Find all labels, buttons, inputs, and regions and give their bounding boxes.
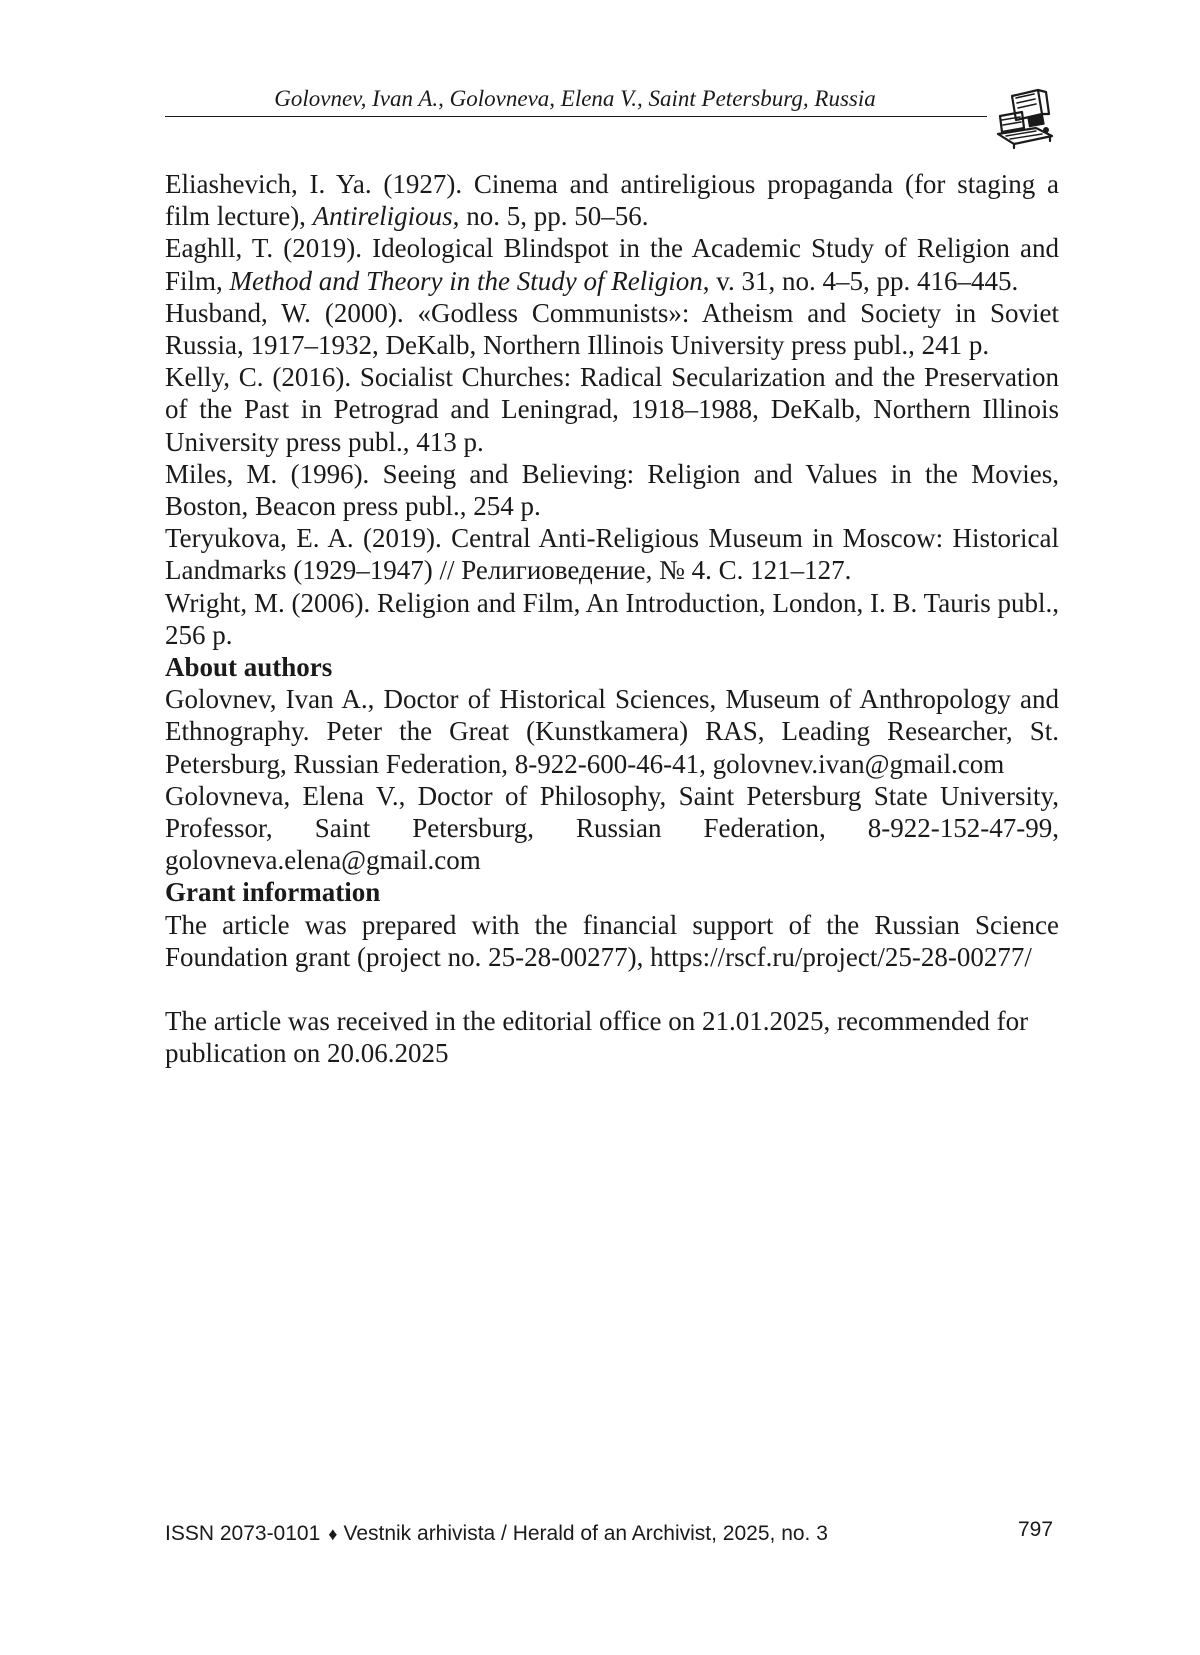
author-info: Golovnev, Ivan A., Doctor of Historical Sciences, Museum of Anthropology and Ethnography. Peter the Great (Kunstkamera) RAS, Leading Researcher, St. Petersburg, Russian Federation, 8-922-600-46-41, golovnev.ivan@gmail.com bbox=[165, 684, 1059, 779]
about-authors-heading: About authors bbox=[165, 652, 333, 683]
reference-item: Kelly, C. (2016). Socialist Churches: Radical Secularization and the Preservation of the Past in Petrograd and Leningrad, 1918–1988, DeKalb, Northern Illinois University press publ., 413 p. bbox=[165, 362, 1059, 457]
reference-item: Teryukova, E. A. (2019). Central Anti-Religious Museum in Moscow: Historical Landmarks (1929–1947) // Религиоведение, № 4. С. 121–127. bbox=[165, 523, 1059, 586]
journal-citation: Vestnik arhivista / Herald of an Archivist, 2025, no. 3 bbox=[343, 1522, 828, 1545]
header-rule bbox=[165, 116, 987, 117]
reference-item: Miles, M. (1996). Seeing and Believing: Religion and Values in the Movies, Boston, Beacon press publ., 254 p. bbox=[165, 458, 1059, 522]
reference-item: Eliashevich, I. Ya. (1927). Cinema and antireligious propaganda (for staging a film lecture), Antireligious, no. 5, pp. 50–56. bbox=[165, 169, 1059, 232]
author-info: Golovneva, Elena V., Doctor of Philosophy, Saint Petersburg State University, Professor, Saint Petersburg, Russian Federation, 8-922-152-47-99, golovneva.elena@gmail.com bbox=[165, 780, 1059, 876]
running-header: Golovnev, Ivan A., Golovneva, Elena V., Saint Petersburg, Russia bbox=[274, 86, 876, 111]
reference-item: Wright, M. (2006). Religion and Film, An Introduction, London, I. B. Tauris publ., 256 p. bbox=[165, 587, 1059, 650]
reference-item: Eaghll, T. (2019). Ideological Blindspot in the Academic Study of Religion and Film, Method and Theory in the Study of Religion, v. 31, no. 4–5, pp. 416–445. bbox=[165, 233, 1059, 296]
grant-text: The article was prepared with the financial support of the Russian Science Foundation grant (project no. 25-28-00277), https://rscf.ru/project/25-28-00277/ bbox=[165, 909, 1059, 972]
received-note: The article was received in the editorial office on 21.01.2025, recommended for publication on 20.06.2025 bbox=[165, 1006, 1029, 1069]
body-text bbox=[165, 168, 1059, 1069]
references-list bbox=[165, 168, 1059, 651]
issn: ISSN 2073-0101 bbox=[165, 1522, 321, 1545]
diamond-separator-icon: ♦ bbox=[328, 1524, 338, 1544]
computer-desk-icon bbox=[992, 86, 1060, 150]
grant-heading: Grant information bbox=[165, 877, 381, 908]
footer bbox=[165, 1520, 828, 1548]
reference-item: Husband, W. (2000). «Godless Communists»: Atheism and Society in Soviet Russia, 1917–1932, DeKalb, Northern Illinois University press publ., 241 p. bbox=[165, 297, 1059, 361]
page-number: 797 bbox=[1018, 1518, 1054, 1541]
